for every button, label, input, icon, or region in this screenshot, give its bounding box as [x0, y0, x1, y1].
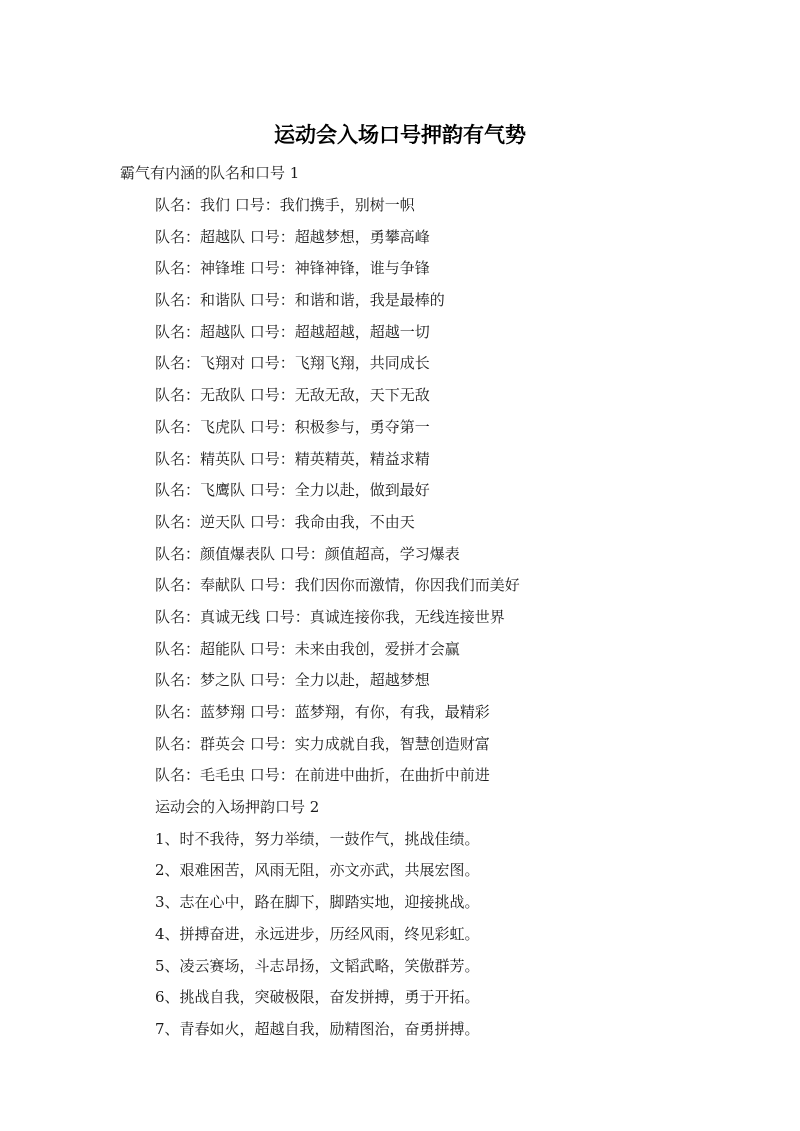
slogan-line: 4、拼搏奋进，永远进步，历经风雨，终见彩虹。: [155, 924, 480, 943]
section-heading: 霸气有内涵的队名和口号 1: [120, 164, 300, 182]
content-line: 队名：精英队 口号：精英精英，精益求精: [155, 449, 430, 468]
slogan-line: 2、艰难困苦，风雨无阻，亦文亦武，共展宏图。: [155, 861, 480, 880]
content-line: 队名：飞虎队 口号：积极参与，勇夺第一: [155, 417, 430, 436]
content-line: 队名：真诚无线 口号：真诚连接你我，无线连接世界: [155, 607, 505, 626]
content-line: 队名：群英会 口号：实力成就自我，智慧创造财富: [155, 734, 490, 753]
slogan-line: 3、志在心中，路在脚下，脚踏实地，迎接挑战。: [155, 893, 480, 912]
slogan-line: 5、凌云赛场，斗志昂扬，文韬武略，笑傲群芳。: [155, 956, 480, 975]
content-line: 队名：颜值爆表队 口号：颜值超高，学习爆表: [155, 544, 460, 563]
content-line: 队名：飞翔对 口号：飞翔飞翔，共同成长: [155, 354, 430, 373]
content-line: 队名：奉献队 口号：我们因你而激情，你因我们而美好: [155, 576, 520, 595]
document-title: 运动会入场口号押韵有气势: [274, 123, 526, 147]
content-list: [155, 190, 520, 1046]
content-line: 队名：超越队 口号：超越超越，超越一切: [155, 322, 430, 341]
content-line: 队名：和谐队 口号：和谐和谐，我是最棒的: [155, 291, 445, 310]
content-line: 队名：毛毛虫 口号：在前进中曲折，在曲折中前进: [155, 766, 490, 785]
slogan-line: 6、挑战自我，突破极限，奋发拼搏，勇于开拓。: [155, 988, 480, 1007]
content-line: 队名：神锋堆 口号：神锋神锋，谁与争锋: [155, 259, 430, 278]
content-line: 队名：我们 口号：我们携手，别树一帜: [155, 196, 415, 214]
content-line: 队名：逆天队 口号：我命由我，不由天: [155, 512, 415, 531]
content-line: 队名：蓝梦翔 口号：蓝梦翔，有你，有我，最精彩: [155, 703, 490, 721]
content-line: 队名：无敌队 口号：无敌无敌，天下无敌: [155, 386, 430, 405]
slogan-line: 1、时不我待，努力举绩，一鼓作气，挑战佳绩。: [155, 829, 480, 848]
content-line: 队名：超能队 口号：未来由我创，爱拼才会赢: [155, 639, 460, 658]
content-line: 队名：超越队 口号：超越梦想，勇攀高峰: [155, 227, 430, 246]
content-line: 队名：梦之队 口号：全力以赴，超越梦想: [155, 671, 430, 690]
section-heading-2: 运动会的入场押韵口号 2: [155, 798, 320, 817]
slogan-line: 7、青春如火，超越自我，励精图治，奋勇拼搏。: [155, 1019, 480, 1038]
content-line: 队名：飞鹰队 口号：全力以赴，做到最好: [155, 481, 430, 500]
